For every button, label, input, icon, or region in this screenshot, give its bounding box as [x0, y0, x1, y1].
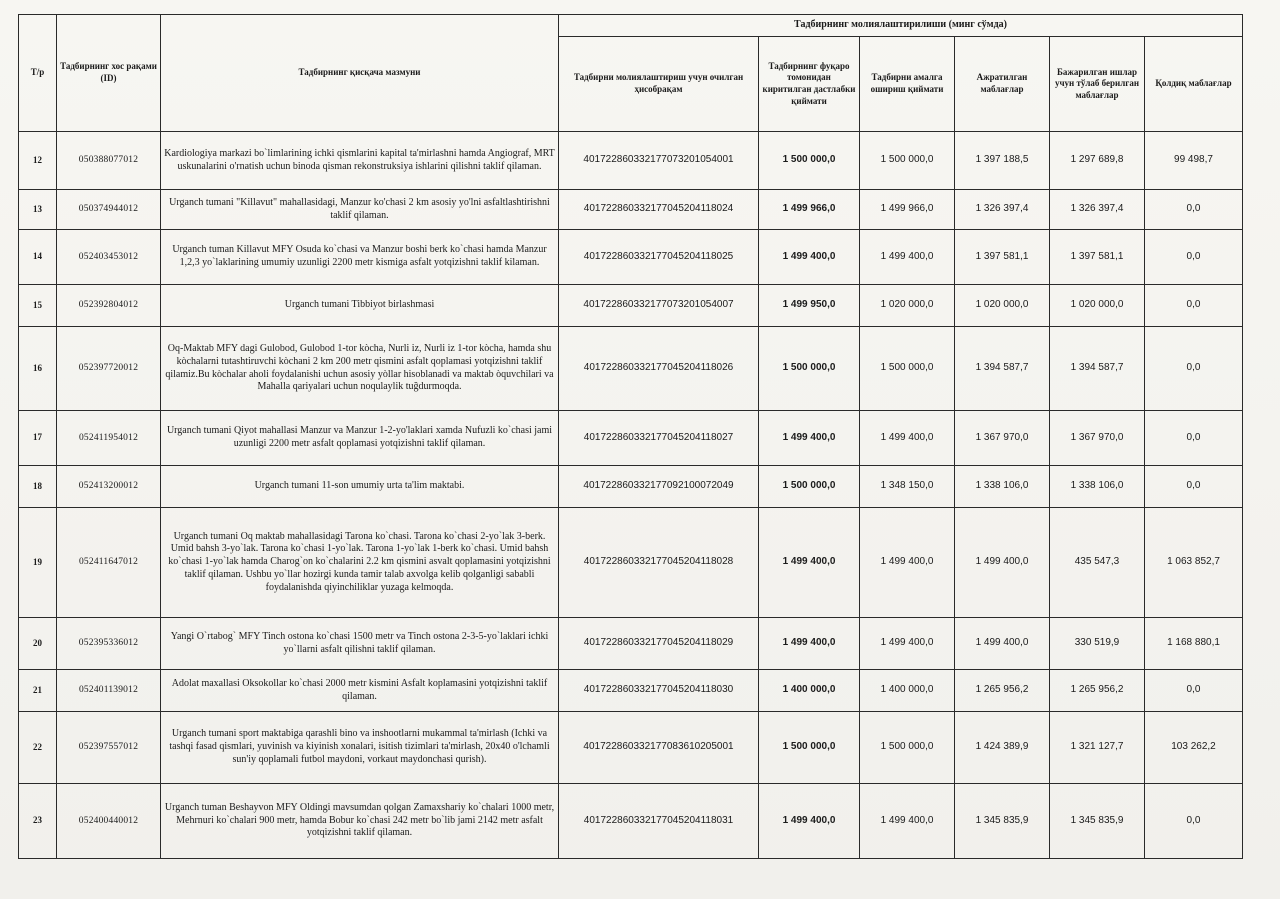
- row-number: 19: [19, 508, 57, 618]
- row-account: 401722860332177045204118024: [559, 190, 759, 230]
- row-initial-cost: 1 499 400,0: [759, 508, 860, 618]
- row-allocated: 1 424 389,9: [955, 712, 1050, 784]
- header-row-top: [19, 15, 1243, 37]
- row-paid: 330 519,9: [1050, 618, 1145, 670]
- row-initial-cost: 1 500 000,0: [759, 466, 860, 508]
- row-remaining: 0,0: [1145, 190, 1243, 230]
- row-description: Kardiologiya markazi bo`limlarining ichki qismlarini kapital ta'mirlashni hamda Angiograf, MRT uskunalarini o'rnatish uchun binoda qisman rekonstruksiya ishlarini qilishni taklif qilaman.: [161, 132, 559, 190]
- row-remaining: 103 262,2: [1145, 712, 1243, 784]
- header-allocated: Ажратилган маблағлар: [955, 37, 1050, 132]
- table-row: [19, 466, 1243, 508]
- row-description: Urganch tuman Beshayvon MFY Oldingi mavsumdan qolgan Zamaxshariy ko`chalari 1000 metr, Mehrnuri ko`chalari 900 metr, hamda Bobur ko`chasi 242 metr bo`lib jami 2142 metr asfalt yotqizishni taklif qilaman.: [161, 784, 559, 859]
- row-id: 052403453012: [57, 230, 161, 285]
- row-remaining: 0,0: [1145, 670, 1243, 712]
- row-number: 16: [19, 327, 57, 411]
- row-description: Adolat maxallasi Oksokollar ko`chasi 2000 metr kismini Asfalt koplamasini yotqizishni taklif qilaman.: [161, 670, 559, 712]
- row-paid: 1 321 127,7: [1050, 712, 1145, 784]
- header-initial-cost: Тадбирнинг фуқаро томонидан киритилган дастлабки қиймати: [759, 37, 860, 132]
- row-id: 052397557012: [57, 712, 161, 784]
- row-contract-cost: 1 499 400,0: [860, 784, 955, 859]
- row-paid: 1 326 397,4: [1050, 190, 1145, 230]
- row-description: Urganch tumani "Killavut" mahallasidagi, Manzur ko'chasi 2 km asosiy yo'lni asfaltlashtirishni taklif qilaman.: [161, 190, 559, 230]
- row-allocated: 1 020 000,0: [955, 285, 1050, 327]
- row-initial-cost: 1 499 950,0: [759, 285, 860, 327]
- row-remaining: 0,0: [1145, 466, 1243, 508]
- row-description: Urganch tuman Killavut MFY Osuda ko`chasi va Manzur boshi berk ko`chasi hamda Manzur 1,2,3 yo`laklarining umumiy uzunligi 2200 metr kismiga asfalt yotqizishni taklif kilaman.: [161, 230, 559, 285]
- table-row: [19, 712, 1243, 784]
- table-row: [19, 285, 1243, 327]
- table-row: [19, 230, 1243, 285]
- row-remaining: 1 168 880,1: [1145, 618, 1243, 670]
- row-initial-cost: 1 499 966,0: [759, 190, 860, 230]
- row-account: 401722860332177073201054007: [559, 285, 759, 327]
- row-allocated: 1 367 970,0: [955, 411, 1050, 466]
- row-initial-cost: 1 499 400,0: [759, 411, 860, 466]
- row-account: 401722860332177045204118025: [559, 230, 759, 285]
- row-paid: 1 297 689,8: [1050, 132, 1145, 190]
- row-initial-cost: 1 400 000,0: [759, 670, 860, 712]
- row-description: Urganch tumani Oq maktab mahallasidagi Tarona ko`chasi. Tarona ko`chasi 2-yo`lak 3-berk. Umid bahsh 3-yo`lak. Tarona ko`chasi 1-yo`lak. Tarona 1-yo`lak 1-berk ko`chasi. Umid bahsh ko`chasi 1-yo`lak hamda Charog`on ko`chalarini 2.2 km qismini asvalt qoplamasini yotqizishni taklif qilaman. Ushbu yo`llar hozirgi kunda tamir talab axvolga kelib qolganligi sababli foydalanishda qiyinchiliklar yuzaga kelmoqda.: [161, 508, 559, 618]
- row-remaining: 1 063 852,7: [1145, 508, 1243, 618]
- row-description: Urganch tumani 11-son umumiy urta ta'lim maktabi.: [161, 466, 559, 508]
- row-initial-cost: 1 500 000,0: [759, 132, 860, 190]
- row-number: 15: [19, 285, 57, 327]
- header-remaining: Қолдиқ маблағлар: [1145, 37, 1243, 132]
- row-allocated: 1 397 581,1: [955, 230, 1050, 285]
- table-row: [19, 190, 1243, 230]
- row-remaining: 0,0: [1145, 784, 1243, 859]
- row-contract-cost: 1 348 150,0: [860, 466, 955, 508]
- row-contract-cost: 1 499 400,0: [860, 230, 955, 285]
- table-row: [19, 411, 1243, 466]
- row-remaining: 0,0: [1145, 285, 1243, 327]
- row-id: 052395336012: [57, 618, 161, 670]
- row-account: 401722860332177045204118026: [559, 327, 759, 411]
- row-account: 401722860332177092100072049: [559, 466, 759, 508]
- header-no: Т/р: [19, 15, 57, 132]
- row-allocated: 1 499 400,0: [955, 618, 1050, 670]
- row-account: 401722860332177045204118028: [559, 508, 759, 618]
- row-id: 052397720012: [57, 327, 161, 411]
- table-row: [19, 618, 1243, 670]
- row-account: 401722860332177083610205001: [559, 712, 759, 784]
- row-number: 14: [19, 230, 57, 285]
- funding-table: [18, 14, 1243, 859]
- header-contract-cost: Тадбирни амалга ошириш қиймати: [860, 37, 955, 132]
- row-paid: 1 265 956,2: [1050, 670, 1145, 712]
- row-number: 20: [19, 618, 57, 670]
- row-id: 052411647012: [57, 508, 161, 618]
- row-paid: 1 367 970,0: [1050, 411, 1145, 466]
- row-description: Urganch tumani Qiyot mahallasi Manzur va Manzur 1-2-yo'laklari xamda Nufuzli ko`chasi jami uzunligi 2200 metr asfalt qoplamasi yotqizishni taklif qilaman.: [161, 411, 559, 466]
- table-row: [19, 508, 1243, 618]
- row-allocated: 1 345 835,9: [955, 784, 1050, 859]
- row-contract-cost: 1 499 400,0: [860, 508, 955, 618]
- row-remaining: 99 498,7: [1145, 132, 1243, 190]
- row-number: 22: [19, 712, 57, 784]
- row-contract-cost: 1 500 000,0: [860, 327, 955, 411]
- row-allocated: 1 397 188,5: [955, 132, 1050, 190]
- row-paid: 1 345 835,9: [1050, 784, 1145, 859]
- header-account: Тадбирни молиялаштириш учун очилган ҳисобрақам: [559, 37, 759, 132]
- row-paid: 1 397 581,1: [1050, 230, 1145, 285]
- row-number: 13: [19, 190, 57, 230]
- row-id: 052400440012: [57, 784, 161, 859]
- row-account: 401722860332177045204118029: [559, 618, 759, 670]
- row-paid: 1 020 000,0: [1050, 285, 1145, 327]
- row-initial-cost: 1 499 400,0: [759, 230, 860, 285]
- row-contract-cost: 1 500 000,0: [860, 132, 955, 190]
- row-number: 18: [19, 466, 57, 508]
- row-initial-cost: 1 499 400,0: [759, 618, 860, 670]
- row-paid: 1 394 587,7: [1050, 327, 1145, 411]
- table-row: [19, 670, 1243, 712]
- row-number: 12: [19, 132, 57, 190]
- row-contract-cost: 1 499 400,0: [860, 618, 955, 670]
- row-id: 052411954012: [57, 411, 161, 466]
- table-row: [19, 327, 1243, 411]
- row-initial-cost: 1 499 400,0: [759, 784, 860, 859]
- header-description: Тадбирнинг қисқача мазмуни: [161, 15, 559, 132]
- row-id: 052413200012: [57, 466, 161, 508]
- row-remaining: 0,0: [1145, 327, 1243, 411]
- row-id: 052401139012: [57, 670, 161, 712]
- row-remaining: 0,0: [1145, 411, 1243, 466]
- row-allocated: 1 338 106,0: [955, 466, 1050, 508]
- row-number: 17: [19, 411, 57, 466]
- row-id: 052392804012: [57, 285, 161, 327]
- row-id: 050388077012: [57, 132, 161, 190]
- row-allocated: 1 394 587,7: [955, 327, 1050, 411]
- row-account: 401722860332177045204118027: [559, 411, 759, 466]
- row-description: Oq-Maktab MFY dagi Gulobod, Gulobod 1-tor kòcha, Nurli iz, Nurli iz 1-tor kòcha, hamda shu kòchalarni tutashtiruvchi kòchani 2 km 200 metr qismini asfalt qoplamasi yotqizishni taklif qilamiz.Bu kòchalar aholi foydalanishi uchun asosiy yòllar hisoblanadi va maktab òquvchilari va Mahalla qariyalari uchun noqulaylik tuğdurmoqda.: [161, 327, 559, 411]
- row-contract-cost: 1 400 000,0: [860, 670, 955, 712]
- row-description: Yangi O`rtabog` MFY Tinch ostona ko`chasi 1500 metr va Tinch ostona 2-3-5-yo`laklari ichki yo`llarni asfalt qilishni taklif qilaman.: [161, 618, 559, 670]
- row-description: Urganch tumani Tibbiyot birlashmasi: [161, 285, 559, 327]
- row-paid: 435 547,3: [1050, 508, 1145, 618]
- header-funding-group: Тадбирнинг молиялаштирилиши (минг сўмда): [559, 15, 1243, 37]
- row-account: 40172286033217707320105400​1: [559, 132, 759, 190]
- row-account: 401722860332177045204118031: [559, 784, 759, 859]
- row-initial-cost: 1 500 000,0: [759, 712, 860, 784]
- row-number: 23: [19, 784, 57, 859]
- row-remaining: 0,0: [1145, 230, 1243, 285]
- table-row: [19, 784, 1243, 859]
- row-allocated: 1 265 956,2: [955, 670, 1050, 712]
- table-row: [19, 132, 1243, 190]
- row-paid: 1 338 106,0: [1050, 466, 1145, 508]
- row-contract-cost: 1 499 966,0: [860, 190, 955, 230]
- row-number: 21: [19, 670, 57, 712]
- row-account: 401722860332177045204118030: [559, 670, 759, 712]
- row-contract-cost: 1 020 000,0: [860, 285, 955, 327]
- row-initial-cost: 1 500 000,0: [759, 327, 860, 411]
- row-contract-cost: 1 500 000,0: [860, 712, 955, 784]
- row-allocated: 1 326 397,4: [955, 190, 1050, 230]
- row-contract-cost: 1 499 400,0: [860, 411, 955, 466]
- header-paid: Бажарилган ишлар учун тўлаб берилган маблағлар: [1050, 37, 1145, 132]
- row-allocated: 1 499 400,0: [955, 508, 1050, 618]
- header-id: Тадбирнинг хос рақами (ID): [57, 15, 161, 132]
- row-id: 050374944012: [57, 190, 161, 230]
- row-description: Urganch tumani sport maktabiga qarashli bino va inshootlarni mukammal ta'mirlash (Ichki va tashqi fasad qismlari, yuvinish va kiyinish xonalari, isitish tizimlari ta'mirlash, 20x40 o'lchamli sun'iy qoplamali futbol maydoni, vorkaut maydonchasi qurish).: [161, 712, 559, 784]
